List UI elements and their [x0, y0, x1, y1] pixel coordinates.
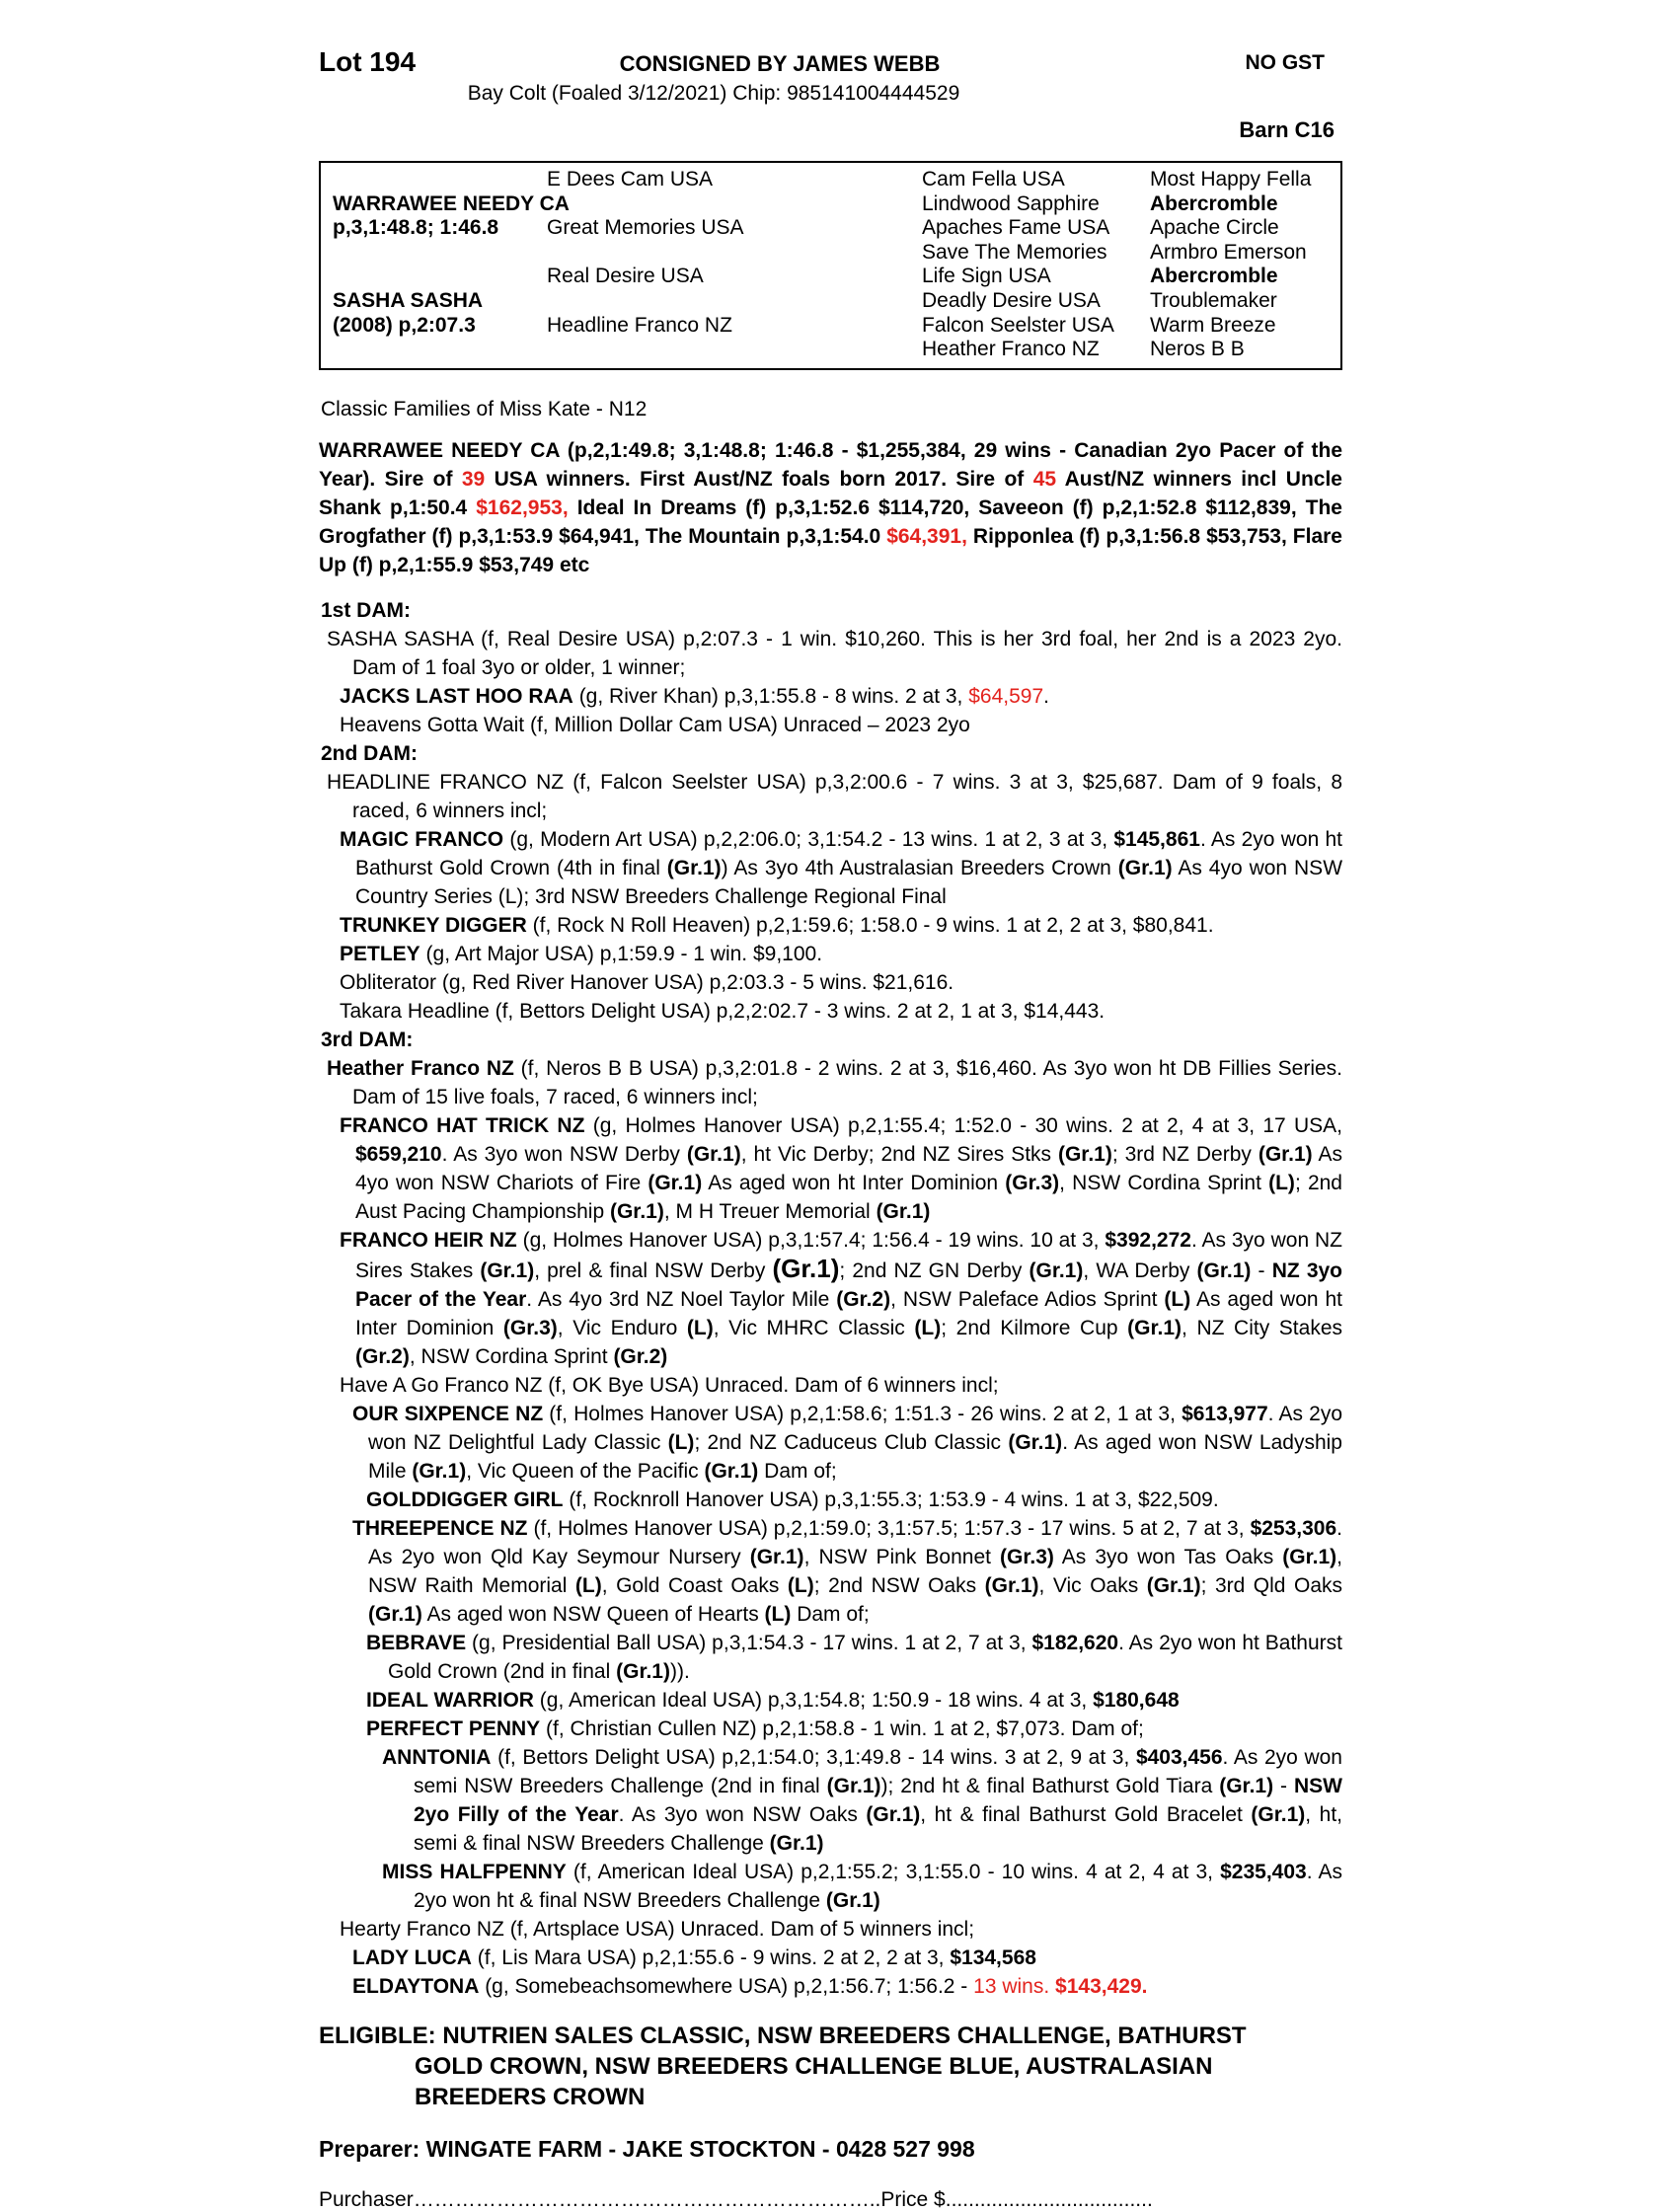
text-segment: , M H Treuer Memorial — [663, 1199, 877, 1223]
text-segment: TRUNKEY DIGGER — [340, 913, 527, 937]
text-segment: (g, American Ideal USA) p,3,1:54.8; 1:50.9 - 18 wins. 4 at 3, — [533, 1688, 1094, 1712]
text-segment: (f, Neros B B USA) p,3,2:01.8 - 2 wins. 2 at 3, $16,460. As 3yo won ht DB Fillies Series. Dam of 15 live foals, 7 raced, 6 winners incl; — [352, 1056, 1342, 1108]
pedigree-row — [321, 265, 1340, 289]
pedigree-entry — [319, 711, 1342, 739]
pedigree-cell — [321, 241, 547, 266]
pedigree-cell: Heather Franco NZ — [922, 338, 1100, 361]
barn-label: Barn C16 — [1239, 117, 1335, 142]
pedigree-cell — [547, 241, 922, 266]
text-segment: - — [1273, 1774, 1294, 1797]
pedigree-entry — [319, 1226, 1342, 1371]
text-segment: . As 3yo won NZ Sires Stakes — [355, 1228, 1342, 1282]
pedigree-cell: Neros B B — [1150, 338, 1245, 361]
text-segment: Have A Go Franco NZ (f, OK Bye USA) Unraced. Dam of 6 winners incl; — [340, 1373, 999, 1397]
eligibility-line: ELIGIBLE: NUTRIEN SALES CLASSIC, NSW BREEDERS CHALLENGE, BATHURST — [319, 2021, 1247, 2049]
text-segment: $64,597 — [968, 684, 1044, 708]
text-segment: (Gr.1) — [1282, 1545, 1337, 1568]
text-segment: ; 3rd Qld Oaks — [1200, 1573, 1343, 1597]
pedigree-cell — [321, 168, 547, 192]
text-segment: ; 3rd NZ Derby — [1111, 1142, 1258, 1166]
text-segment: . As 3yo won NSW Derby — [441, 1142, 687, 1166]
text-segment: $145,861 — [1113, 827, 1200, 851]
dam-heading: 1st DAM: — [321, 598, 412, 622]
text-segment: (Gr.1) — [1146, 1573, 1201, 1597]
text-segment: (Gr.3) — [1000, 1545, 1054, 1568]
pedigree-entry — [319, 1054, 1342, 1111]
pedigree-entry — [319, 825, 1342, 911]
pedigree-cell — [547, 338, 922, 362]
pedigree-cell — [547, 289, 922, 314]
text-segment: (L) — [1268, 1171, 1295, 1194]
pedigree-entry — [319, 1686, 1342, 1715]
pedigree-entry — [319, 1743, 1342, 1858]
text-segment: (f, Rock N Roll Heaven) p,2,1:59.6; 1:58.0 - 9 wins. 1 at 2, 2 at 3, $80,841. — [526, 913, 1214, 937]
pedigree-entry — [319, 625, 1342, 682]
text-segment: (Gr.1) — [984, 1573, 1039, 1597]
text-segment: Takara Headline (f, Bettors Delight USA) p,2,2:02.7 - 3 wins. 2 at 2, 1 at 3, $14,443. — [340, 999, 1106, 1023]
pedigree-entry — [319, 1944, 1342, 1972]
text-segment: ) As 3yo 4th Australasian Breeders Crown — [721, 856, 1118, 879]
text-segment: MAGIC FRANCO — [340, 827, 504, 851]
text-segment: (f, Holmes Hanover USA) p,2,1:59.0; 3,1:57.5; 1:57.3 - 17 wins. 5 at 2, 7 at 3, — [527, 1516, 1251, 1540]
catalog-page — [319, 44, 1342, 2212]
text-segment: $253,306 — [1250, 1516, 1337, 1540]
pedigree-row — [321, 192, 1340, 217]
text-segment: Heather Franco NZ — [327, 1056, 514, 1080]
text-segment: As 4yo won NSW Chariots of Fire — [355, 1142, 1342, 1194]
pedigree-cell — [547, 192, 922, 217]
text-segment: , Gold Coast Oaks — [601, 1573, 788, 1597]
text-segment: (Gr.2) — [836, 1287, 891, 1311]
text-segment: (Gr.1) — [1029, 1259, 1084, 1282]
pedigree-entry — [319, 1629, 1342, 1686]
text-segment: (g, Somebeachsomewhere USA) p,2,1:56.7; 1:56.2 - — [479, 1974, 974, 1998]
text-segment: (Gr.1) — [704, 1459, 759, 1483]
text-segment: (Gr.1) — [368, 1602, 422, 1626]
text-segment: (Gr.1) — [1219, 1774, 1274, 1797]
text-segment: ); 2nd ht & final Bathurst Gold Tiara — [880, 1774, 1220, 1797]
text-segment: , prel & final NSW Derby — [534, 1259, 773, 1282]
text-segment: (L) — [1164, 1287, 1191, 1311]
pedigree-cell: Troublemaker — [1150, 288, 1277, 312]
text-segment: (f, Bettors Delight USA) p,2,1:54.0; 3,1:49.8 - 14 wins. 3 at 2, 9 at 3, — [491, 1745, 1136, 1769]
text-segment: . As 2yo won ht Bathurst Gold Crown (4th in final — [355, 827, 1343, 879]
text-segment: 39 — [461, 467, 486, 491]
text-segment: (Gr.1) — [866, 1802, 921, 1826]
pedigree-entry — [319, 911, 1342, 940]
pedigree-cell: Save The Memories — [922, 240, 1107, 264]
page-header — [319, 44, 1342, 161]
text-segment: . As 2yo won ht & final NSW Breeders Challenge — [414, 1860, 1342, 1912]
text-segment: ; 2nd NZ GN Derby — [839, 1259, 1030, 1282]
text-segment: $659,210 — [355, 1142, 442, 1166]
pedigree-cell: Great Memories USA — [547, 216, 744, 240]
pedigree-entry — [319, 1858, 1342, 1915]
text-segment: . As 2yo won semi NSW Breeders Challenge (2nd in final — [414, 1745, 1342, 1797]
pedigree-cell: Warm Breeze — [1150, 313, 1276, 337]
text-segment: As 4yo won NSW Country Series (L); 3rd NSW Breeders Challenge Regional Final — [355, 856, 1343, 908]
pedigree-row — [321, 338, 1340, 362]
text-segment: $392,272 — [1105, 1228, 1191, 1252]
text-segment: . As 4yo 3rd NZ Noel Taylor Mile — [526, 1287, 837, 1311]
text-segment: (Gr.3) — [1005, 1171, 1060, 1194]
text-segment: IDEAL WARRIOR — [366, 1688, 534, 1712]
pedigree-cell: SASHA SASHA — [333, 288, 484, 312]
pedigree-row — [321, 289, 1340, 314]
text-segment: (Gr.1) — [609, 1199, 664, 1223]
text-segment: (Gr.1) — [1258, 1142, 1313, 1166]
text-segment: , NSW Raith Memorial — [368, 1545, 1342, 1597]
text-segment: ANNTONIA — [382, 1745, 492, 1769]
pedigree-entry — [319, 1972, 1342, 2001]
text-segment: (Gr.1) — [772, 1253, 840, 1283]
pedigree-cell — [321, 338, 547, 362]
text-segment: (L) — [686, 1316, 714, 1339]
family-note: Classic Families of Miss Kate - N12 — [321, 397, 648, 420]
text-segment: Obliterator (g, Red River Hanover USA) p,2:03.3 - 5 wins. $21,616. — [340, 970, 954, 994]
pedigree-cell: Armbro Emerson — [1150, 240, 1307, 264]
text-segment: $235,403 — [1220, 1860, 1307, 1883]
text-segment: ; 2nd NSW Oaks — [813, 1573, 985, 1597]
text-segment: (Gr.2) — [355, 1344, 410, 1368]
text-segment: Dam of; — [758, 1459, 837, 1483]
text-segment: (Gr.1) — [825, 1888, 880, 1912]
text-segment: - — [1251, 1259, 1272, 1282]
text-segment: ELDAYTONA — [352, 1974, 480, 1998]
pedigree-entry — [319, 1371, 1342, 1400]
text-segment: (Gr.1) — [412, 1459, 467, 1483]
text-segment: As 3yo won Tas Oaks — [1053, 1545, 1283, 1568]
text-segment: BEBRAVE — [366, 1631, 467, 1654]
pedigree-cell: Abercromble — [1150, 191, 1278, 215]
text-segment: (Gr.1) — [1117, 856, 1173, 879]
text-segment: PERFECT PENNY — [366, 1716, 541, 1740]
text-segment: (f, Lis Mara USA) p,2,1:55.6 - 9 wins. 2 at 2, 2 at 3, — [471, 1945, 951, 1969]
text-segment: Hearty Franco NZ (f, Artsplace USA) Unraced. Dam of 5 winners incl; — [340, 1917, 975, 1941]
pedigree-row — [321, 241, 1340, 266]
text-segment: (Gr.1) — [1057, 1142, 1112, 1166]
preparer-line: Preparer: WINGATE FARM - JAKE STOCKTON - 0428 527 998 — [319, 2135, 975, 2162]
text-segment: SASHA SASHA (f, Real Desire USA) p,2:07.3 - 1 win. $10,260. This is her 3rd foal, her 2nd is a 2023 2yo. Dam of 1 foal 3yo or older, 1 winner; — [327, 627, 1342, 679]
text-segment: (g, Holmes Hanover USA) p,2,1:55.4; 1:52.0 - 30 wins. 2 at 2, 4 at 3, 17 USA, — [584, 1113, 1342, 1137]
text-segment: . As 2yo won Qld Kay Seymour Nursery — [368, 1516, 1342, 1568]
text-segment: Heavens Gotta Wait (f, Million Dollar Cam USA) Unraced – 2023 2yo — [340, 713, 970, 736]
pedigree-cell: (2008) p,2:07.3 — [333, 313, 476, 337]
text-segment: $64,391, — [886, 524, 967, 548]
text-segment: JACKS LAST HOO RAA — [340, 684, 573, 708]
text-segment: (Gr.1) — [1251, 1802, 1306, 1826]
text-segment: (Gr.1) — [1196, 1259, 1252, 1282]
pedigree-cell: Life Sign USA — [922, 265, 1051, 288]
pedigree-entry — [319, 940, 1342, 968]
text-segment: As aged won NSW Queen of Hearts — [421, 1602, 765, 1626]
dam-heading: 2nd DAM: — [321, 741, 418, 765]
text-segment: (L) — [667, 1430, 695, 1454]
text-segment: $143,429. — [1055, 1974, 1148, 1998]
text-segment: , Vic Queen of the Pacific — [466, 1459, 705, 1483]
pedigree-entry — [319, 997, 1342, 1026]
text-segment: (Gr.1) — [1127, 1316, 1182, 1339]
text-segment: , Vic Oaks — [1038, 1573, 1147, 1597]
text-segment: OUR SIXPENCE NZ — [352, 1402, 544, 1425]
pedigree-cell: Lindwood Sapphire — [922, 191, 1100, 215]
eligibility-line: GOLD CROWN, NSW BREEDERS CHALLENGE BLUE, AUSTRALASIAN — [415, 2052, 1213, 2080]
pedigree-cell: Most Happy Fella — [1150, 168, 1312, 191]
pedigree-entry — [319, 1514, 1342, 1629]
text-segment: , ht & final Bathurst Gold Bracelet — [920, 1802, 1252, 1826]
text-segment: ; 2nd Aust Pacing Championship — [355, 1171, 1342, 1223]
text-segment: $134,568 — [950, 1945, 1036, 1969]
text-segment: GOLDDIGGER GIRL — [366, 1487, 564, 1511]
pedigree-row — [321, 314, 1340, 339]
text-segment: (Gr.2) — [613, 1344, 668, 1368]
text-segment: 13 wins. — [973, 1974, 1050, 1998]
text-segment: THREEPENCE NZ — [352, 1516, 528, 1540]
pedigree-cell: Real Desire USA — [547, 265, 704, 288]
pedigree-entry — [319, 1111, 1342, 1226]
text-segment: $613,977 — [1182, 1402, 1268, 1425]
text-segment: (g, Modern Art USA) p,2,2:06.0; 3,1:54.2 - 13 wins. 1 at 2, 3 at 3, — [503, 827, 1114, 851]
text-segment: As aged won ht Inter Dominion — [702, 1171, 1006, 1194]
text-segment: . — [1043, 684, 1049, 708]
text-segment: (f, Rocknroll Hanover USA) p,3,1:55.3; 1:53.9 - 4 wins. 1 at 3, $22,509. — [563, 1487, 1219, 1511]
pedigree-table — [319, 161, 1342, 370]
text-segment: . As 3yo won NSW Oaks — [618, 1802, 867, 1826]
pedigree-entry — [319, 1400, 1342, 1486]
pedigree-cell: Headline Franco NZ — [547, 313, 732, 337]
pedigree-cell — [321, 265, 547, 289]
text-segment: , NSW Cordina Sprint — [409, 1344, 614, 1368]
text-segment: ; 2nd Kilmore Cup — [941, 1316, 1128, 1339]
text-segment: (g, Presidential Ball USA) p,3,1:54.3 - 17 wins. 1 at 2, 7 at 3, — [466, 1631, 1032, 1654]
text-segment: , Vic MHRC Classic — [713, 1316, 915, 1339]
text-segment: (L) — [914, 1316, 942, 1339]
text-segment: , NSW Cordina Sprint — [1059, 1171, 1269, 1194]
text-segment: (L) — [574, 1573, 602, 1597]
purchaser-line: Purchaser…………………………………………………………..Price $.................................... — [319, 2187, 1153, 2211]
dam-sections — [319, 596, 1342, 2001]
text-segment: )). — [669, 1659, 690, 1683]
text-segment: . As 2yo won NZ Delightful Lady Classic — [368, 1402, 1342, 1454]
text-segment: , NZ City Stakes — [1182, 1316, 1342, 1339]
text-segment: (Gr.1) — [769, 1831, 824, 1855]
text-segment: Ideal In Dreams (f) p,3,1:52.6 $114,720, Saveeon (f) p,2,1:52.8 $112,839, The Grogfather (f) p,3,1:53.9 $64,941, The Mountain p,3,1:54.0 — [319, 496, 1342, 548]
text-segment: (Gr.1) — [826, 1774, 881, 1797]
pedigree-row — [321, 216, 1340, 241]
text-segment: . As 2yo won ht Bathurst Gold Crown (2nd in final — [388, 1631, 1342, 1683]
text-segment: (f, American Ideal USA) p,2,1:55.2; 3,1:55.0 - 10 wins. 4 at 2, 4 at 3, — [566, 1860, 1221, 1883]
text-segment: (f, Christian Cullen NZ) p,2,1:58.8 - 1 win. 1 at 2, $7,073. Dam of; — [540, 1716, 1144, 1740]
text-segment: $162,953, — [476, 496, 569, 519]
text-segment: (L) — [764, 1602, 792, 1626]
consignor-line: CONSIGNED BY JAMES WEBB — [619, 51, 941, 76]
pedigree-entry — [319, 1486, 1342, 1514]
text-segment: (Gr.1) — [666, 856, 722, 879]
text-segment: . As aged won NSW Ladyship Mile — [368, 1430, 1342, 1483]
text-segment: , WA Derby — [1083, 1259, 1197, 1282]
pedigree-cell: E Dees Cam USA — [547, 168, 714, 191]
text-segment: (Gr.1) — [686, 1142, 741, 1166]
text-segment: NZ 3yo Pacer of the Year — [355, 1259, 1343, 1311]
text-segment: MISS HALFPENNY — [382, 1860, 567, 1883]
text-segment: , Vic Enduro — [557, 1316, 687, 1339]
lot-number: Lot 194 — [319, 46, 417, 77]
pedigree-entry — [319, 1915, 1342, 1944]
pedigree-entry — [319, 682, 1342, 711]
pedigree-cell: Abercromble — [1150, 265, 1278, 288]
text-segment: $182,620 — [1031, 1631, 1119, 1654]
text-segment: (Gr.1) — [876, 1199, 931, 1223]
text-segment: ; 2nd NZ Caduceus Club Classic — [694, 1430, 1009, 1454]
text-segment: 45 — [1032, 467, 1057, 491]
text-segment: PETLEY — [340, 942, 420, 965]
dam-heading: 3rd DAM: — [321, 1028, 414, 1051]
pedigree-cell: Cam Fella USA — [922, 168, 1065, 191]
text-segment: (Gr.1) — [749, 1545, 804, 1568]
text-segment: (g, Art Major USA) p,1:59.9 - 1 win. $9,100. — [420, 942, 823, 965]
pedigree-entry — [319, 968, 1342, 997]
text-segment: FRANCO HEIR NZ — [340, 1228, 517, 1252]
text-segment: (f, Holmes Hanover USA) p,2,1:58.6; 1:51.3 - 26 wins. 2 at 2, 1 at 3, — [543, 1402, 1182, 1425]
pedigree-cell: p,3,1:48.8; 1:46.8 — [333, 216, 499, 240]
pedigree-cell: Falcon Seelster USA — [922, 313, 1114, 337]
pedigree-cell: Deadly Desire USA — [922, 288, 1101, 312]
text-segment: NSW 2yo Filly of the Year — [414, 1774, 1342, 1826]
text-segment: WARRAWEE NEEDY CA (p,2,1:49.8; 3,1:48.8; 1:46.8 - $1,255,384, 29 wins - Canadian 2yo Pacer of the Year). Sire of — [319, 438, 1342, 491]
text-segment: (g, River Khan) p,3,1:55.8 - 8 wins. 2 at 3, — [572, 684, 969, 708]
text-segment: HEADLINE FRANCO NZ (f, Falcon Seelster USA) p,3,2:00.6 - 7 wins. 3 at 3, $25,687. Dam of 9 foals, 8 raced, 6 winners incl; — [327, 770, 1342, 822]
text-segment: (g, Holmes Hanover USA) p,3,1:57.4; 1:56.4 - 19 wins. 10 at 3, — [516, 1228, 1106, 1252]
text-segment: Ripponlea (f) p,3,1:56.8 $53,753, Flare Up (f) p,2,1:55.9 $53,749 etc — [319, 524, 1342, 576]
sire-paragraph — [319, 436, 1342, 579]
text-segment: (Gr.1) — [1008, 1430, 1063, 1454]
gst-badge: NO GST — [1245, 51, 1325, 74]
pedigree-row — [321, 168, 1340, 192]
text-segment: As aged won ht Inter Dominion — [355, 1287, 1342, 1339]
text-segment: , ht Vic Derby; 2nd NZ Sires Stks — [740, 1142, 1058, 1166]
eligibility-line: BREEDERS CROWN — [415, 2083, 646, 2110]
text-segment: FRANCO HAT TRICK NZ — [340, 1113, 585, 1137]
text-segment: LADY LUCA — [352, 1945, 472, 1969]
text-segment: (Gr.1) — [648, 1171, 703, 1194]
text-segment: $180,648 — [1093, 1688, 1180, 1712]
pedigree-entry — [319, 1715, 1342, 1743]
pedigree-cell: WARRAWEE NEEDY CA — [333, 191, 570, 215]
text-segment: $403,456 — [1135, 1745, 1223, 1769]
text-segment: Aust/NZ winners incl Uncle Shank p,1:50.4 — [319, 467, 1342, 519]
text-segment: , NSW Paleface Adios Sprint — [890, 1287, 1165, 1311]
text-segment: Dam of; — [791, 1602, 870, 1626]
text-segment: , ht, semi & final NSW Breeders Challenge — [414, 1802, 1342, 1855]
pedigree-cell: Apaches Fame USA — [922, 216, 1110, 240]
text-segment: (Gr.1) — [480, 1259, 535, 1282]
eligibility-block — [319, 2021, 1342, 2112]
pedigree-entry — [319, 768, 1342, 825]
text-segment: (L) — [787, 1573, 814, 1597]
text-segment: , NSW Pink Bonnet — [803, 1545, 1001, 1568]
pedigree-cell: Apache Circle — [1150, 216, 1279, 240]
text-segment: USA winners. First Aust/NZ foals born 2017. Sire of — [485, 467, 1033, 491]
text-segment: (Gr.1) — [616, 1659, 670, 1683]
text-segment: (Gr.3) — [502, 1316, 558, 1339]
foal-details-line: Bay Colt (Foaled 3/12/2021) Chip: 985141004444529 — [467, 82, 960, 105]
